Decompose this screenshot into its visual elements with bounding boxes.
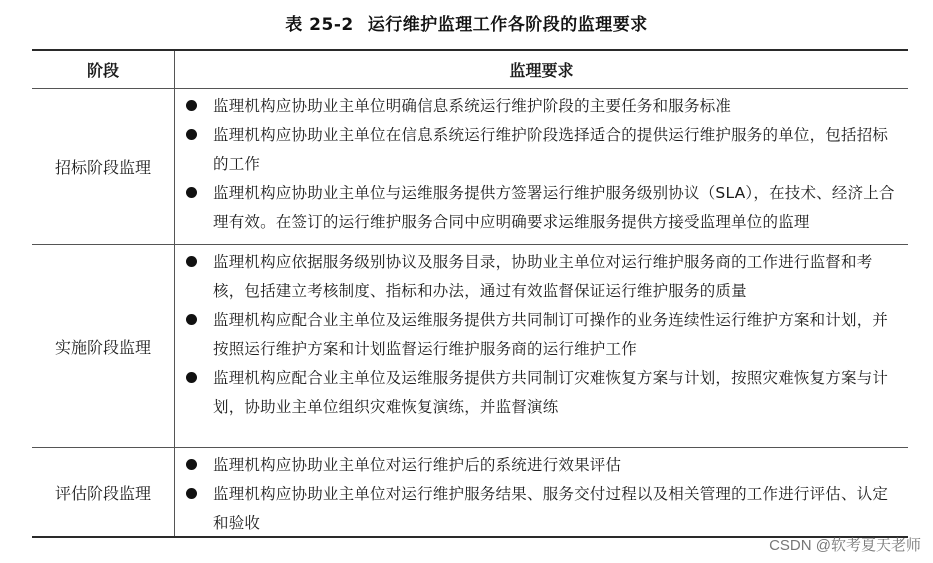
bullet-icon	[184, 92, 213, 121]
table-row	[32, 447, 908, 536]
header-stage: 阶段	[32, 51, 175, 88]
list-item-text: 监理机构应协助业主单位对运行维护后的系统进行效果评估	[213, 456, 622, 474]
table-row	[32, 88, 908, 244]
list-item-text: 监理机构应配合业主单位及运维服务提供方共同制订可操作的业务连续性运行维护方案和计划，并按照运行维护方案和计划监督运行维护服务商的运行维护工作	[213, 311, 889, 358]
list-item-text: 监理机构应配合业主单位及运维服务提供方共同制订灾难恢复方案与计划，按照灾难恢复方案与计划，协助业主单位组织灾难恢复演练，并监督演练	[213, 369, 889, 416]
list-item	[184, 92, 908, 121]
table-caption	[0, 10, 933, 35]
requirements-cell	[175, 448, 908, 536]
list-item-text: 监理机构应依据服务级别协议及服务目录，协助业主单位对运行维护服务商的工作进行监督和考核，包括建立考核制度、指标和办法，通过有效监督保证运行维护服务的质量	[213, 253, 873, 300]
bullet-icon	[184, 248, 213, 277]
requirements-cell	[175, 245, 908, 447]
list-item	[184, 121, 908, 179]
list-item-text: 监理机构应协助业主单位明确信息系统运行维护阶段的主要任务和服务标准	[213, 97, 732, 115]
bullet-icon	[184, 306, 213, 335]
list-item	[184, 248, 908, 306]
stage-cell: 评估阶段监理	[32, 448, 175, 536]
list-item-text: 监理机构应协助业主单位对运行维护服务结果、服务交付过程以及相关管理的工作进行评估、认定和验收	[213, 485, 889, 532]
list-item	[184, 480, 908, 538]
bullet-icon	[184, 121, 213, 150]
bullet-icon	[184, 364, 213, 393]
list-item	[184, 451, 908, 480]
list-item	[184, 364, 908, 422]
list-item	[184, 306, 908, 364]
bullet-icon	[184, 451, 213, 480]
list-item	[184, 179, 908, 237]
watermark: CSDN @软考夏天老师	[769, 537, 921, 554]
list-item-text: 监理机构应协助业主单位在信息系统运行维护阶段选择适合的提供运行维护服务的单位，包括招标的工作	[213, 126, 889, 173]
stage-cell: 实施阶段监理	[32, 245, 175, 447]
table-row	[32, 244, 908, 447]
bullet-icon	[184, 480, 213, 509]
stage-cell: 招标阶段监理	[32, 89, 175, 244]
bullet-icon	[184, 179, 213, 208]
list-item-text: 监理机构应协助业主单位与运维服务提供方签署运行维护服务级别协议（SLA），在技术、经济上合理有效。在签订的运行维护服务合同中应明确要求运维服务提供方接受监理单位的监理	[213, 184, 895, 231]
table-title: 运行维护监理工作各阶段的监理要求	[367, 15, 648, 35]
header-requirements: 监理要求	[509, 61, 574, 80]
requirements-cell	[175, 89, 908, 244]
table-number: 表 25-2	[285, 15, 354, 35]
requirements-table	[32, 49, 908, 538]
table-header-row	[32, 51, 908, 88]
